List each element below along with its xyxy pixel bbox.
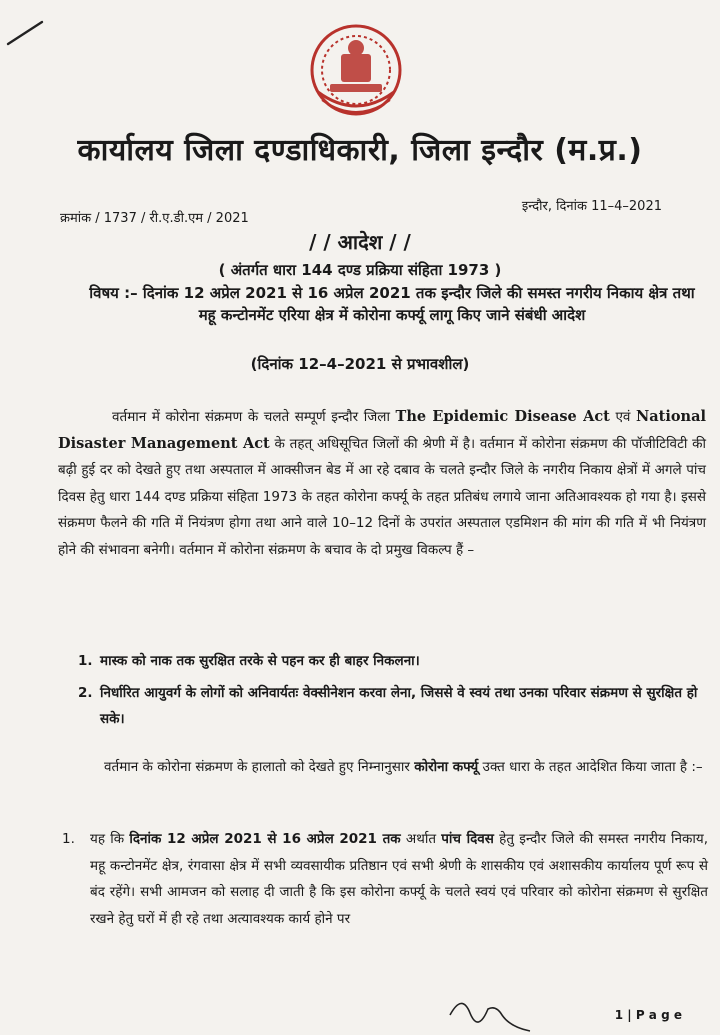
list-number: 1. — [62, 831, 75, 847]
p2-text-a: वर्तमान के कोरोना संक्रमण के हालातो को देखते हुए निम्नानुसार — [104, 759, 410, 775]
subject-text: दिनांक 12 अप्रेल 2021 से 16 अप्रेल 2021 तक इन्दौर जिले की समस्त नगरीय निकाय क्षेत्र तथा महू कन्टोनमेंट एरिया क्षेत्र में कोरोना कर्फ्यू लागू किए जाने संबंधी आदेश — [142, 284, 695, 324]
order-points-list — [62, 826, 708, 932]
state-emblem-icon — [308, 20, 404, 124]
list-item — [78, 648, 708, 674]
list-text — [90, 826, 708, 932]
signature-mark — [440, 985, 550, 1035]
list-text: मास्क को नाक तक सुरक्षित तरके से पहन कर ही बाहर निकलना। — [100, 653, 420, 669]
reference-number: क्रमांक / 1737 / री.ए.डी.एम / 2021 — [60, 211, 249, 226]
list-text: निर्धारित आयुवर्ग के लोगों को अनिवार्यतः वेक्सीनेशन करवा लेना, जिससे वे स्वयं तथा उनका परिवार संक्रमण से सुरक्षित हो सके। — [100, 685, 698, 727]
list-number: 1. — [78, 653, 93, 669]
corona-curfew-bold: कोरोना कर्फ्यू — [414, 759, 479, 775]
list-number: 2. — [78, 685, 93, 701]
options-list — [78, 648, 708, 738]
order-heading: / / आदेश / / — [309, 230, 411, 254]
page-number: 1 | P a g e — [614, 1008, 682, 1022]
office-title: कार्यालय जिला दण्डाधिकारी, जिला इन्दौर (म.प्र.) — [77, 133, 643, 168]
p1-text-a: वर्तमान में कोरोना संक्रमण के चलते सम्पूर्ण इन्दौर जिला — [112, 409, 390, 425]
pen-stroke-mark — [6, 18, 46, 48]
point1-text-c: हेतु इन्दौर जिले की समस्त नगरीय निकाय, महू कन्टोनमेंट क्षेत्र, रंगवासा क्षेत्र में सभी व्यवसायीक प्रतिष्ठान एवं सभी श्रेणी के शासकीय एवं अशासकीय कार्यालय पूर्ण रूप से बंद रहेंगे। सभी आमजन को सलाह दी जाती है कि इस कोरोना कर्फ्यू के चलते स्वयं एवं परिवार को कोरोना संक्रमण से सुरक्षित रखने हेतु घरों में ही रहे तथा अत्यावश्यक कार्य होने पर — [90, 831, 708, 927]
point1-text-a: यह कि — [90, 831, 125, 847]
point1-text-b: अर्थात — [405, 831, 437, 847]
paragraph-1 — [58, 404, 706, 563]
paragraph-2 — [58, 754, 706, 781]
point1-date-range: दिनांक 12 अप्रेल 2021 से 16 अप्रेल 2021 तक — [129, 831, 401, 847]
p1-text-b: एवं — [615, 409, 631, 425]
subject-label: विषय :– — [89, 284, 138, 302]
disaster-act-name: National Disaster Management Act — [58, 408, 706, 452]
subject-block — [82, 282, 702, 326]
epidemic-act-name: The Epidemic Disease Act — [395, 408, 610, 425]
effective-date: (दिनांक 12–4–2021 से प्रभावशील) — [250, 355, 470, 373]
p1-text-c: के तहत् अधिसूचित जिलों की श्रेणी में है। वर्तमान में कोरोना संक्रमण की पॉजीटिविटी की बढ़ी हुई दर को देखते हुए तथा अस्पताल में आक्सीजन बेड में आ रहे दबाव के चलते इन्दौर जिले के नगरीय निकाय क्षेत्रों में अगले पांच दिवस हेतु धारा 144 दण्ड प्रक्रिया संहिता 1973 के तहत कोरोना कर्फ्यू के तहत प्रतिबंध लगाये जाना अतिआवश्यक हो गया है। इससे संक्रमण फैलने की गति में नियंत्रण होगा तथा आने वाले 10–12 दिनों के उपरांत अस्पताल एडमिशन की मांग की गति में भी नियंत्रण होने की संभावना बनेगी। वर्तमान में कोरोना संक्रमण के बचाव के दो प्रमुख विकल्प हैं – — [58, 435, 707, 558]
place-date: इन्दौर, दिनांक 11–4–2021 — [521, 199, 662, 214]
point1-duration: पांच दिवस — [441, 831, 494, 847]
section-reference: ( अंतर्गत धारा 144 दण्ड प्रक्रिया संहिता 1973 ) — [218, 261, 502, 279]
list-item — [62, 826, 708, 932]
p2-text-b: उक्त धारा के तहत आदेशित किया जाता है :– — [482, 759, 703, 775]
list-item — [78, 680, 708, 732]
